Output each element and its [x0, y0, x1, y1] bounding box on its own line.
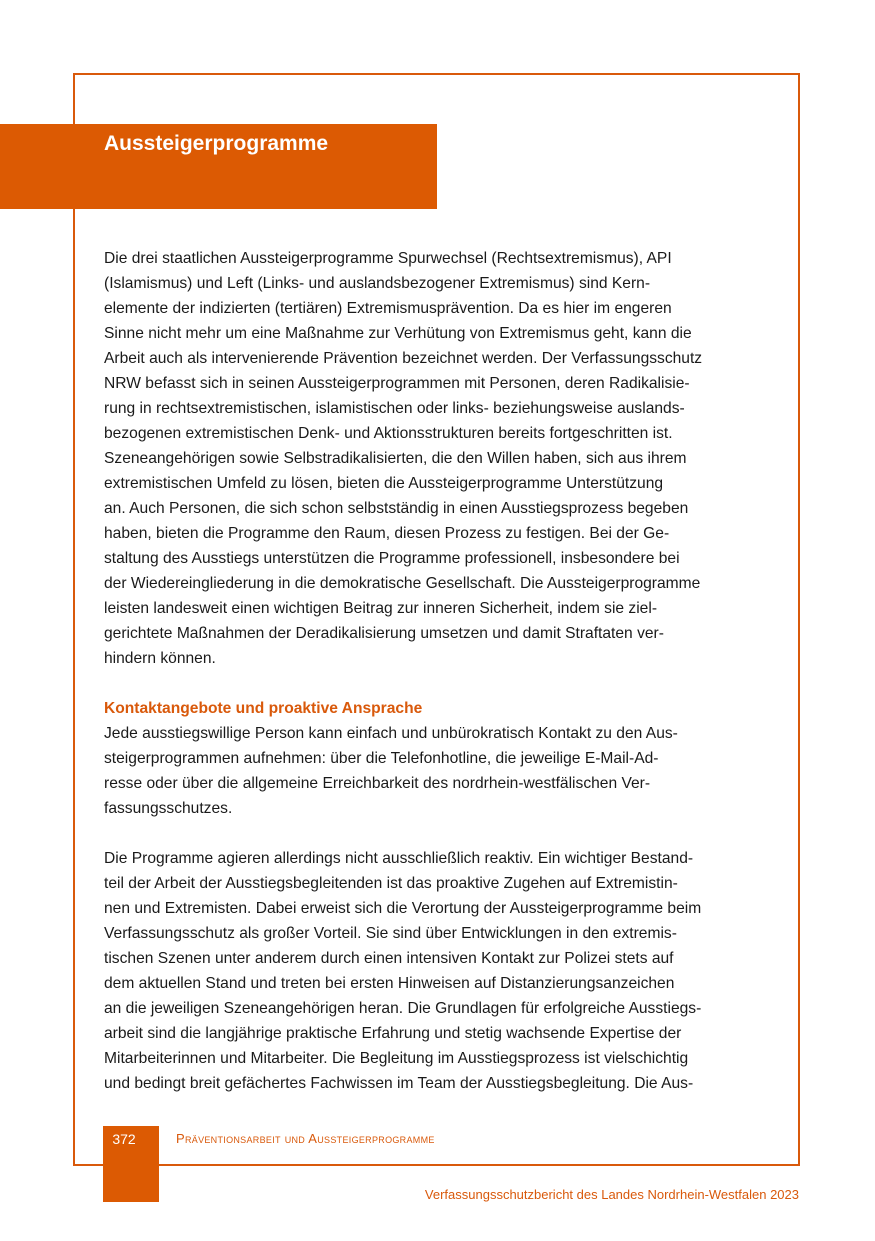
- text-line: Arbeit auch als intervenierende Prävention bezeichnet werden. Der Verfassungsschutz: [104, 350, 703, 367]
- text-line: bezogenen extremistischen Denk- und Aktionsstrukturen bereits fortgeschritten ist.: [104, 425, 673, 442]
- text-line: Sinne nicht mehr um eine Maßnahme zur Verhütung von Extremismus geht, kann die: [104, 325, 692, 342]
- text-line: staltung des Ausstiegs unterstützen die Programme professionell, insbesondere bei: [104, 550, 680, 567]
- text-line: arbeit sind die langjährige praktische Erfahrung und stetig wachsende Expertise der: [104, 1025, 682, 1042]
- text-line: an die jeweiligen Szeneangehörigen heran. Die Grundlagen für erfolgreiche Ausstiegs-: [104, 1000, 702, 1017]
- text-line: Verfassungsschutz als großer Vorteil. Sie sind über Entwicklungen in den extremis-: [104, 925, 677, 942]
- subheading-block: [104, 696, 770, 721]
- paragraph-intro: [104, 246, 770, 671]
- text-line: haben, bieten die Programme den Raum, diesen Prozess zu festigen. Bei der Ge-: [104, 525, 670, 542]
- text-line: und bedingt breit gefächertes Fachwissen im Team der Ausstiegsbegleitung. Die Aus-: [104, 1075, 694, 1092]
- running-header: Präventionsarbeit und Aussteigerprogramme: [176, 1131, 435, 1146]
- text-line: resse oder über die allgemeine Erreichbarkeit des nordrhein-westfälischen Ver-: [104, 775, 651, 792]
- text-line: gerichtete Maßnahmen der Deradikalisierung umsetzen und damit Straftaten ver-: [104, 625, 664, 642]
- text-line: teil der Arbeit der Ausstiegsbegleitenden ist das proaktive Zugehen auf Extremistin-: [104, 875, 678, 892]
- page-number-box: [103, 1126, 159, 1202]
- text-line: der Wiedereingliederung in die demokratische Gesellschaft. Die Aussteigerprogramme: [104, 575, 701, 592]
- text-line: extremistischen Umfeld zu lösen, bieten die Aussteigerprogramme Unterstützung: [104, 475, 664, 492]
- text-line: an. Auch Personen, die sich schon selbstständig in einen Ausstiegsprozess begeben: [104, 500, 689, 517]
- text-line: NRW befasst sich in seinen Aussteigerprogrammen mit Personen, deren Radikalisie-: [104, 375, 690, 392]
- text-line: elemente der indizierten (tertiären) Extremismusprävention. Da es hier im engeren: [104, 300, 672, 317]
- paragraph-contact: [104, 721, 770, 821]
- text-line: tischen Szenen unter anderem durch einen intensiven Kontakt zur Polizei stets auf: [104, 950, 674, 967]
- footer-text: Verfassungsschutzbericht des Landes Nordrhein-Westfalen 2023: [424, 1187, 799, 1202]
- text-line: hindern können.: [104, 650, 216, 667]
- text-line: fassungsschutzes.: [104, 800, 233, 817]
- text-line: Die drei staatlichen Aussteigerprogramme Spurwechsel (Rechtsextremismus), API: [104, 250, 672, 267]
- text-line: Szeneangehörigen sowie Selbstradikalisierten, die den Willen haben, sich aus ihrem: [104, 450, 687, 467]
- title-banner: [0, 124, 437, 209]
- text-line: leisten landesweit einen wichtigen Beitrag zur inneren Sicherheit, indem sie ziel-: [104, 600, 658, 617]
- text-line: dem aktuellen Stand und treten bei ersten Hinweisen auf Distanzierungsanzeichen: [104, 975, 675, 992]
- text-line: Die Programme agieren allerdings nicht ausschließlich reaktiv. Ein wichtiger Bestand-: [104, 850, 694, 867]
- paragraph-proactive: [104, 846, 770, 1096]
- text-line: nen und Extremisten. Dabei erweist sich die Verortung der Aussteigerprogramme beim: [104, 900, 702, 917]
- text-line: rung in rechtsextremistischen, islamistischen oder links- beziehungsweise auslands-: [104, 400, 685, 417]
- page-number: 372: [112, 1131, 136, 1147]
- text-line: Mitarbeiterinnen und Mitarbeiter. Die Begleitung im Ausstiegsprozess ist vielschichtig: [104, 1050, 689, 1067]
- subheading: Kontaktangebote und proaktive Ansprache: [104, 700, 423, 717]
- text-line: steigerprogrammen aufnehmen: über die Telefonhotline, die jeweilige E-Mail-Ad-: [104, 750, 659, 767]
- text-line: Jede ausstiegswillige Person kann einfach und unbürokratisch Kontakt zu den Aus-: [104, 725, 678, 742]
- text-line: (Islamismus) und Left (Links- und auslandsbezogener Extremismus) sind Kern-: [104, 275, 651, 292]
- section-title: Aussteigerprogramme: [104, 132, 329, 155]
